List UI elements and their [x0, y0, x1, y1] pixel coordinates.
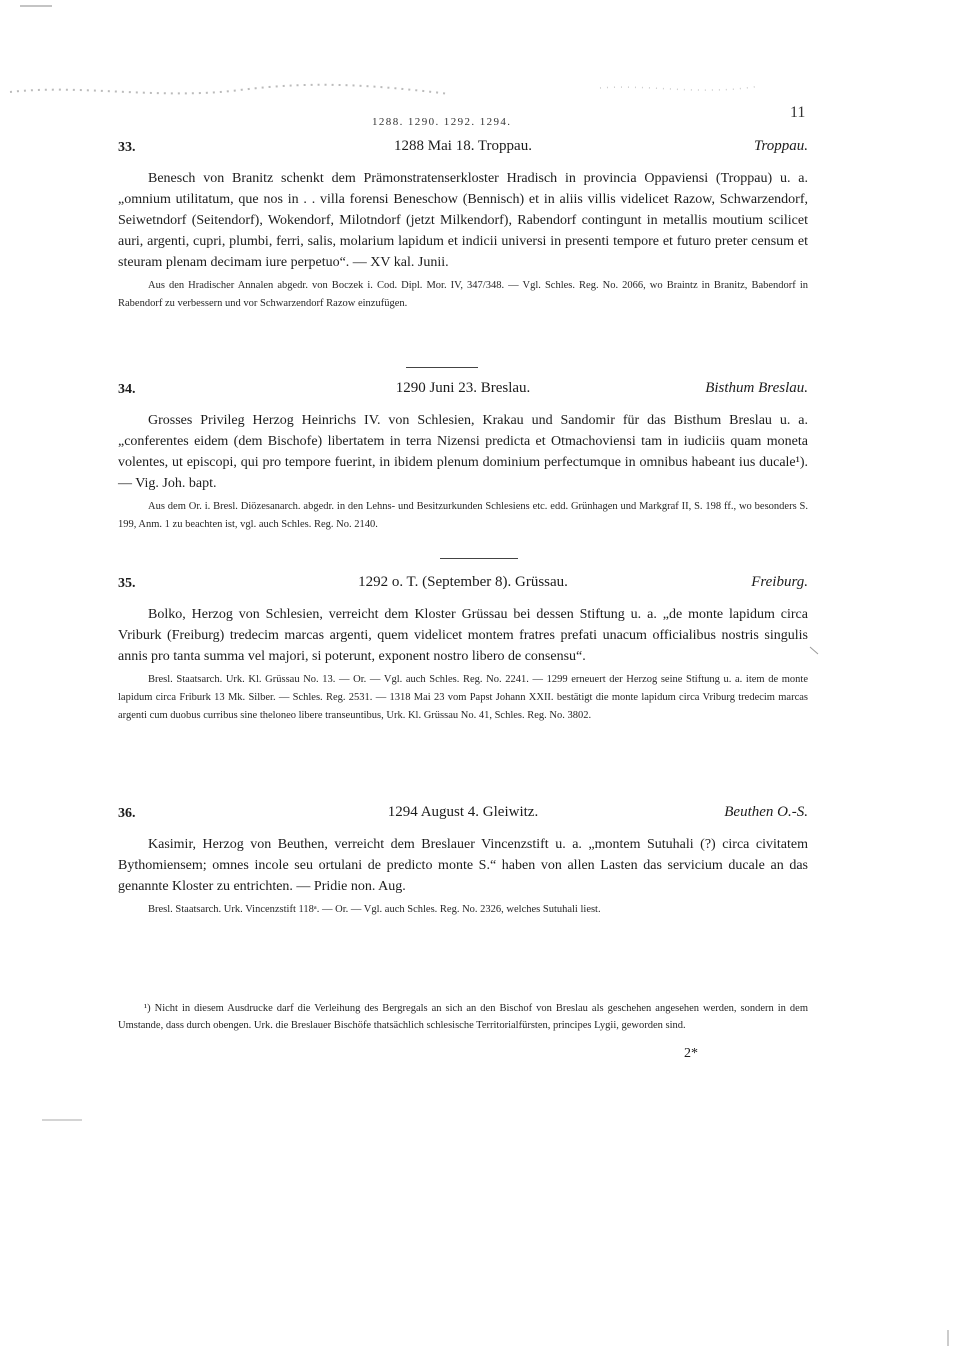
running-header-years: 1288. 1290. 1292. 1294. [372, 116, 512, 128]
entry-source-note: Bresl. Staatsarch. Urk. Kl. Grüssau No. 13. — Or. — Vgl. auch Schles. Reg. No. 2241. — 1299 erneuert der Herzog seine Stiftung u. a. item de monte lapidum circa Friburk 13 Mk. Silber. — Schles. Reg. 2531. — 1318 Mai 23 vom Papst Johann XXII. bestätigt die monte lapidum circa Vriburg tredecim marcas argenti cum duobus curribus sine theloneo libere transeuntibus, Urk. Kl. Grüssau No. 41, Schles. Reg. No. 3802. [118, 674, 808, 721]
entry-number: 35. [118, 576, 136, 591]
entry-place: Bisthum Breslau. [705, 380, 808, 396]
entry-header [118, 382, 808, 408]
entry-source-note: Bresl. Staatsarch. Urk. Vincenzstift 118ᵃ. — Or. — Vgl. auch Schles. Reg. No. 2326, welches Sutuhali liest. [148, 904, 601, 915]
entry-date: 1290 Juni 23. Breslau. [395, 380, 531, 396]
entry-source-note: Aus dem Or. i. Bresl. Diözesanarch. abgedr. in den Lehns- und Besitzurkunden Schlesiens etc. edd. Grünhagen und Markgraf II, S. 198 ff., wo besonders S. 199, Anm. 1 zu beachten ist, vgl. auch Schles. Reg. No. 2140. [118, 501, 808, 530]
entry-date: 1288 Mai 18. Troppau. [394, 138, 532, 154]
entry-text: Grosses Privileg Herzog Heinrichs IV. von Schlesien, Krakau und Sandomir für das Bisthum Breslau u. a. „conferentes eidem (dem Bischofe) libertatem in terra Nizensi predicta et Otmachoviensi tam in iudiciis quam moneta volentes, ut episcopi, qui pro tempore fuerint, in ibidem plenum dominium perfectumque in omnibus habeant ius ducale¹). — Vig. Joh. bapt. [118, 413, 808, 491]
entry-34 [118, 382, 808, 536]
entry-36 [118, 806, 808, 921]
entry-number: 34. [118, 382, 136, 397]
entry-header [118, 576, 808, 602]
page-number: 11 [790, 104, 806, 121]
entry-number: 33. [118, 140, 136, 155]
footnote: ¹) Nicht in diesem Ausdrucke darf die Verleihung des Bergregals an sich an den Bischof von Breslau als geschehen angesehen werden, sondern in dem Umstande, dass durch obengen. Urk. die Breslauer Bischöfe thatsächlich schlesische Territorialfürsten, principes Lygii, geworden sind. [118, 1003, 808, 1031]
entry-divider [406, 367, 478, 368]
entry-divider [440, 558, 518, 559]
entry-place: Beuthen O.-S. [724, 804, 808, 820]
sheet-signature: 2* [684, 1046, 698, 1061]
entry-date: 1294 August 4. Gleiwitz. [387, 804, 539, 820]
entry-33 [118, 140, 808, 315]
entry-source-note: Aus den Hradischer Annalen abgedr. von Boczek i. Cod. Dipl. Mor. IV, 347/348. — Vgl. Schles. Reg. No. 2066, wo Braintz in Branitz, Babendorf in Rabendorf zu verbessern und vor Schwarzendorf Razow einzufügen. [118, 280, 808, 309]
entry-35 [118, 576, 808, 727]
entry-text: Bolko, Herzog von Schlesien, verreicht dem Kloster Grüssau bei dessen Stiftung u. a. „de monte lapidum circa Vriburk (Freiburg) tredecim marcas argenti, quem videlicet montem fratres prefati unacum officialibus nostris singulis annis pro tanta summa vel majori, si poterunt, exponent nostro libero de consensu“. [118, 607, 808, 664]
entry-header [118, 806, 808, 832]
entry-place: Freiburg. [751, 574, 808, 590]
entry-text: Benesch von Branitz schenkt dem Prämonstratenserkloster Hradisch in provincia Oppaviensi (Troppau) u. a. „omnium utilitatum, que nos in . . villa forensi Beneschow (Bennisch) et in aliis villis videlicet Razow, Schwarzendorf, Seiwetndorf (Seitendorf), Wokendorf, Milotndorf (jetzt Milkendorf), Rabendorf contingunt in metallis moutium scilicet auri, argenti, cupri, plumbi, ferri, salis, molarium lapidum et indicii universi in presenti tempore et futuro preter censum et steuram plenam decimam iure perpetuo“. — XV kal. Junii. [118, 171, 808, 270]
entry-text: Kasimir, Herzog von Beuthen, verreicht dem Breslauer Vincenzstift u. a. „montem Sutuhali (?) circa civitatem Bythomiensem; omnes incole seu ortulani de predicto monte S.“ haben von allen Lasten das servicium ducale an das genannte Kloster zu entrichten. — Pridie non. Aug. [118, 837, 808, 894]
entry-header [118, 140, 808, 166]
entry-place: Troppau. [753, 138, 808, 154]
entry-number: 36. [118, 806, 136, 821]
entry-date: 1292 o. T. (September 8). Grüssau. [358, 574, 568, 590]
